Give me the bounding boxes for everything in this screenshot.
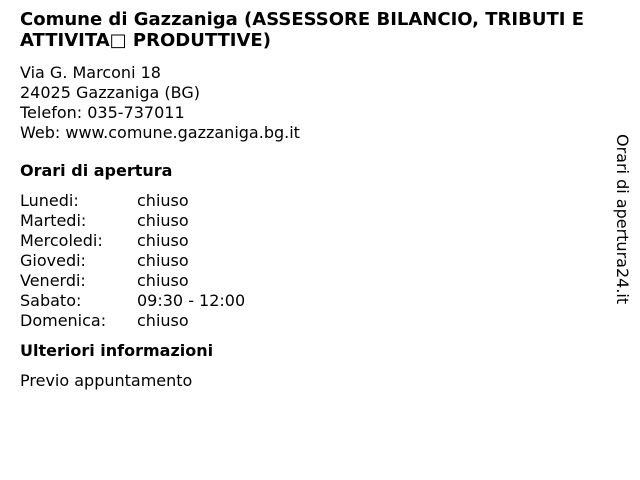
phone-number: Telefon: 035-737011 [20,103,185,122]
street-address: Via G. Marconi 18 [20,63,161,82]
day-hours: chiuso [137,251,189,270]
hours-row-friday [20,271,600,291]
vertical-watermark [610,134,634,312]
opening-hours-table [20,191,600,331]
day-label: Sabato: [20,291,82,310]
address-block [20,63,600,143]
page-title: Comune di Gazzaniga (ASSESSORE BILANCIO, TRIBUTI E ATTIVITA□ PRODUTTIVE) [20,9,584,51]
further-info-text: Previo appuntamento [20,371,193,390]
hours-row-thursday [20,251,600,271]
day-hours: chiuso [137,231,189,250]
further-info-heading: Ulteriori informazioni [20,341,214,360]
watermark-text: Orari di apertura24.it [613,134,632,305]
hours-row-monday [20,191,600,211]
city-address: 24025 Gazzaniga (BG) [20,83,200,102]
day-hours: chiuso [137,191,189,210]
day-label: Martedi: [20,211,87,230]
website-url: Web: www.comune.gazzaniga.bg.it [20,123,300,142]
business-listing [20,9,600,391]
day-hours: 09:30 - 12:00 [137,291,246,310]
day-label: Domenica: [20,311,107,330]
hours-row-sunday [20,311,600,331]
day-label: Mercoledi: [20,231,103,250]
day-label: Venerdi: [20,271,86,290]
day-label: Lunedi: [20,191,79,210]
day-label: Giovedi: [20,251,86,270]
opening-hours-heading: Orari di apertura [20,161,173,180]
day-hours: chiuso [137,311,189,330]
hours-row-wednesday [20,231,600,251]
day-hours: chiuso [137,211,189,230]
day-hours: chiuso [137,271,189,290]
hours-row-tuesday [20,211,600,231]
hours-row-saturday [20,291,600,311]
